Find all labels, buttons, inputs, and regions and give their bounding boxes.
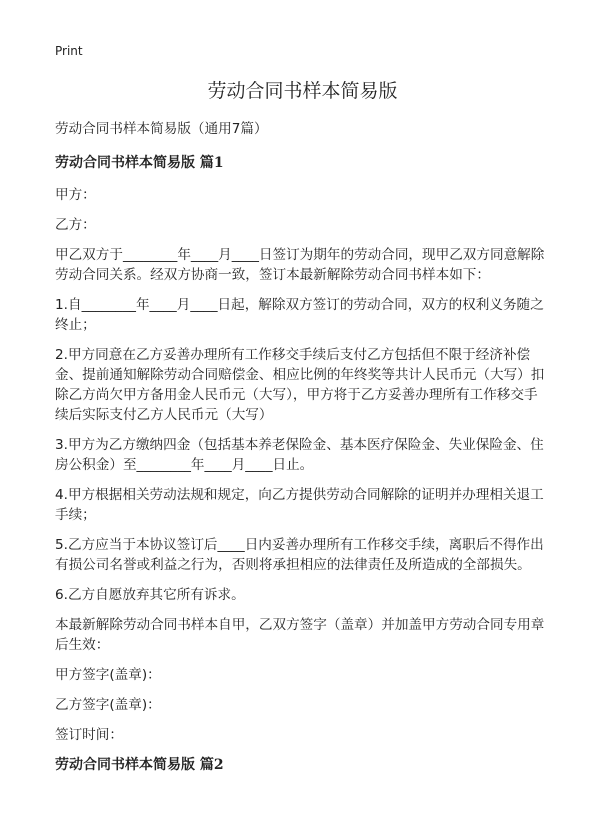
signing-date: 签订时间： xyxy=(55,727,123,743)
section-heading-1: 劳动合同书样本简易版 篇1 xyxy=(55,155,224,171)
document-title: 劳动合同书样本简易版 xyxy=(207,80,398,102)
section-heading-2: 劳动合同书样本简易版 篇2 xyxy=(55,757,224,773)
clause-6: 6.乙方自愿放弃其它所有诉求。 xyxy=(55,587,245,603)
print-link[interactable]: Print xyxy=(55,44,83,58)
clause-5: 5.乙方应当于本协议签订后____日内妥善办理所有工作移交手续，离职后不得作出有损公司名誉或利益之行为，否则将承担相应的法律责任及所造成的全部损失。 xyxy=(55,537,544,573)
party-a-signature: 甲方签字(盖章)： xyxy=(55,667,161,683)
party-b-signature: 乙方签字(盖章)： xyxy=(55,697,161,713)
document-subtitle: 劳动合同书样本简易版（通用7篇） xyxy=(55,121,268,137)
clause-1: 1.自________年____月____日起，解除双方签订的劳动合同，双方的权利义务随之终止； xyxy=(55,297,544,333)
party-a-line: 甲方： xyxy=(55,187,96,203)
clause-2: 2.甲方同意在乙方妥善办理所有工作移交手续后支付乙方包括但不限于经济补偿金、提前通知解除劳动合同赔偿金、相应比例的年终奖等共计人民币元（大写）扣除乙方尚欠甲方备用金人民币元（大写），甲方将于乙方妥善办理所有工作移交手续后实际支付乙方人民币元（大写） xyxy=(55,347,545,423)
clause-3: 3.甲方为乙方缴纳四金（包括基本养老保险金、基本医疗保险金、失业保险金、住房公积金）至________年____月____日止。 xyxy=(55,437,544,473)
clause-4: 4.甲方根据相关劳动法规和规定，向乙方提供劳动合同解除的证明并办理相关退工手续； xyxy=(55,487,544,523)
effect-paragraph: 本最新解除劳动合同书样本自甲，乙双方签字（盖章）并加盖甲方劳动合同专用章后生效： xyxy=(55,617,545,653)
party-b-line: 乙方： xyxy=(55,217,96,233)
intro-paragraph: 甲乙双方于________年____月____日签订为期年的劳动合同，现甲乙双方同意解除劳动合同关系。经双方协商一致，签订本最新解除劳动合同书样本如下： xyxy=(55,247,545,283)
